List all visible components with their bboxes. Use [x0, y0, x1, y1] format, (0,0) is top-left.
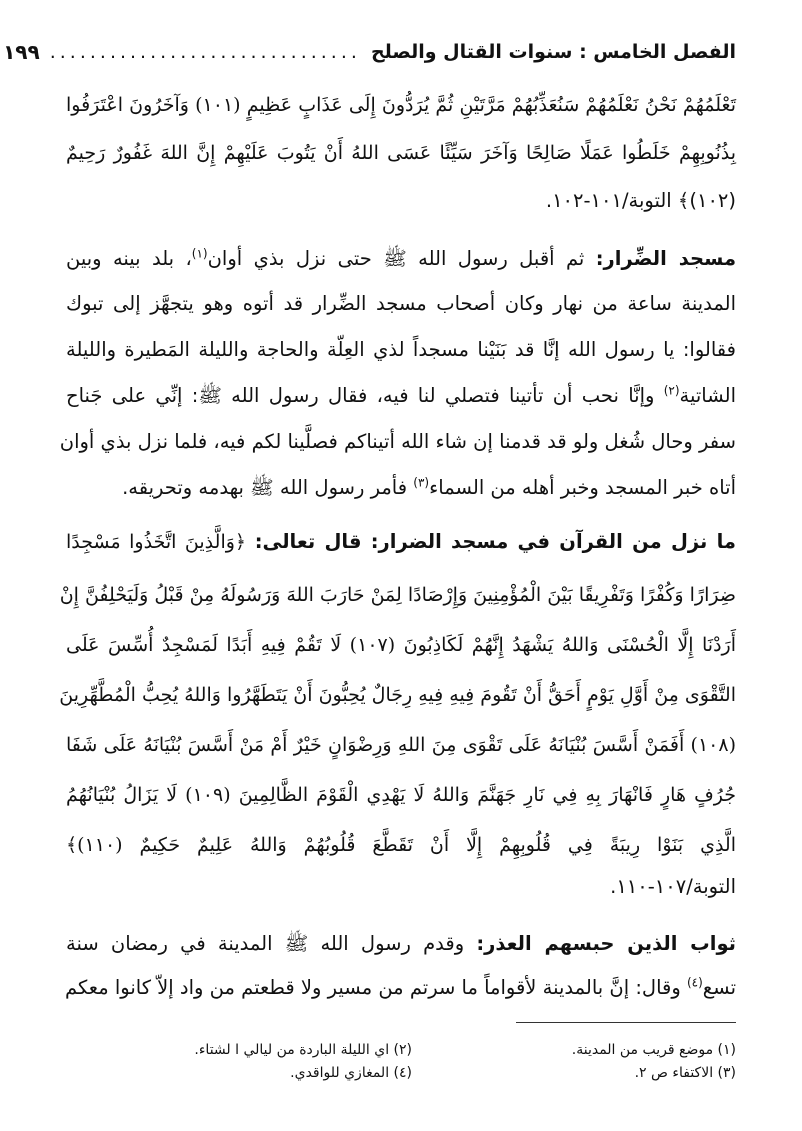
quran-reference: التوبة/١٠٧-١١٠. [610, 875, 736, 898]
footnote-mark: (١) [191, 246, 208, 261]
quran-span: ﴿وَالَّذِينَ اتَّخَذُوا مَسْجِدًا [66, 531, 247, 553]
page-number: ١٩٩ [3, 40, 40, 64]
paragraph-line: سفر وحال شُغل ولو قد قدمنا إن شاء الله أتيناكم فصلَّينا لكم فيه، فلما نزل بذي أوان [59, 430, 736, 453]
footnote: (٣) الاكتفاء ص ٢. [634, 1065, 736, 1081]
text-span: حتى نزل بذي أوان [207, 247, 372, 270]
quran-line: التَّقْوَى مِنْ أَوَّلِ يَوْمٍ أَحَقُّ أَنْ تَقُومَ فِيهِ فِيهِ رِجَالٌ يُحِبُّونَ أَنْ يَتَطَهَّرُوا وَاللهُ يُحِبُّ الْمُطَّهِّرِينَ [59, 684, 736, 706]
quran-line: (١٠٨) أَفَمَنْ أَسَّسَ بُنْيَانَهُ عَلَى تَقْوَى مِنَ اللهِ وَرِضْوَانٍ خَيْرٌ أَمْ مَنْ أَسَّسَ بُنْيَانَهُ عَلَى شَفَا [66, 734, 736, 756]
text-span: وإنَّا نحب أن تأتينا فتصلي لنا فيه، فقال رسول الله ﷺ: إنِّي على جَناح [66, 384, 655, 407]
text-span: وقدم رسول الله ﷺ المدينة في رمضان سنة [66, 932, 465, 955]
footnote-separator [516, 1022, 736, 1023]
footnote: (١) موضع قريب من المدينة. [571, 1042, 736, 1058]
paragraph-line: المدينة ساعة من نهار وكان أصحاب مسجد الضِّرار قد أتوه وهو يتجهَّز إلى تبوك [66, 292, 736, 315]
quran-line: بِذُنُوبِهِمْ خَلَطُوا عَمَلًا صَالِحًا وَآخَرَ سَيِّئًا عَسَى اللهُ أَنْ يَتُوبَ عَلَيْهِمْ إِنَّ اللهَ غَفُورٌ رَحِيمٌ [66, 142, 736, 164]
paragraph-line [66, 381, 736, 411]
quran-line: الَّذِي بَنَوْا رِيبَةً فِي قُلُوبِهِمْ إِلَّا أَنْ تَقَطَّعَ قُلُوبُهُمْ وَاللهُ عَلِيمٌ حَكِيمٌ (١١٠)﴾ [66, 834, 736, 856]
paragraph-line [66, 473, 736, 503]
quran-line: جُرُفٍ هَارٍ فَانْهَارَ بِهِ فِي نَارِ جَهَنَّمَ وَاللهُ لَا يَهْدِي الْقَوْمَ الظَّالِمِينَ (١٠٩) لَا يَزَالُ بُنْيَانُهُمُ [66, 784, 736, 806]
paragraph-line [66, 244, 736, 274]
quran-line: ضِرَارًا وَكُفْرًا وَتَفْرِيقًا بَيْنَ الْمُؤْمِنِينَ وَإِرْصَادًا لِمَنْ حَارَبَ اللهَ وَرَسُولَهُ مِنْ قَبْلُ وَلَيَحْلِفُنَّ إِنْ [59, 584, 736, 606]
footnote-mark: (٢) [663, 383, 680, 398]
text-span: ، بلد بينه وبين [66, 247, 192, 270]
section-heading: ما نزل من القرآن في مسجد الضرار: قال تعالى: [254, 530, 736, 553]
text-span: أتاه خبر المسجد وخبر أهله من السماء [429, 476, 736, 499]
section-heading: ثواب الذين حبسهم العذر: [476, 932, 737, 955]
paragraph-line: فقالوا: يا رسول الله إنَّا قد بَنَيْنا مسجداً لذي العِلّة والحاجة والليلة المَطيرة والليلة [66, 338, 736, 361]
header-leader-dots: ............................... [49, 41, 361, 63]
quran-reference: (١٠٢)﴾ التوبة/١٠١-١٠٢. [545, 189, 736, 212]
footnote: (٤) المغازي للواقدي. [290, 1065, 412, 1081]
paragraph-line [66, 929, 736, 959]
quran-line: أَرَدْنَا إِلَّا الْحُسْنَى وَاللهُ يَشْهَدُ إِنَّهُمْ لَكَاذِبُونَ (١٠٧) لَا تَقُمْ فِيهِ أَبَدًا لَمَسْجِدٌ أُسِّسَ عَلَى [66, 634, 736, 656]
quran-line: تَعْلَمُهُمْ نَحْنُ نَعْلَمُهُمْ سَنُعَذِّبُهُمْ مَرَّتَيْنِ ثُمَّ يُرَدُّونَ إِلَى عَذَابٍ عَظِيمٍ (١٠١) وَآخَرُونَ اعْتَرَفُوا [66, 94, 736, 116]
footnote-mark: (٣) [413, 475, 430, 490]
chapter-title: الفصل الخامس : سنوات القتال والصلح [370, 41, 736, 63]
paragraph-line [66, 527, 736, 557]
text-span: فأمر رسول الله ﷺ بهدمه وتحريقه. [122, 476, 408, 499]
section-heading: مسجد الضِّرار: [595, 247, 737, 270]
footnote-mark: (٤) [686, 975, 703, 990]
text-span: الشاتية [679, 384, 736, 407]
paragraph-line [66, 973, 736, 1003]
footnote: (٢) اي الليلة الباردة من ليالي ا لشتاء. [194, 1042, 412, 1058]
text-span: تسع [702, 976, 736, 999]
text-span: وقال: إنَّ بالمدينة لأقواماً ما سرتم من مسير ولا قطعتم من واد إلاّ كانوا معكم [65, 976, 681, 999]
running-header [3, 32, 736, 72]
text-span: ثم أقبل رسول الله ﷺ [383, 247, 585, 270]
